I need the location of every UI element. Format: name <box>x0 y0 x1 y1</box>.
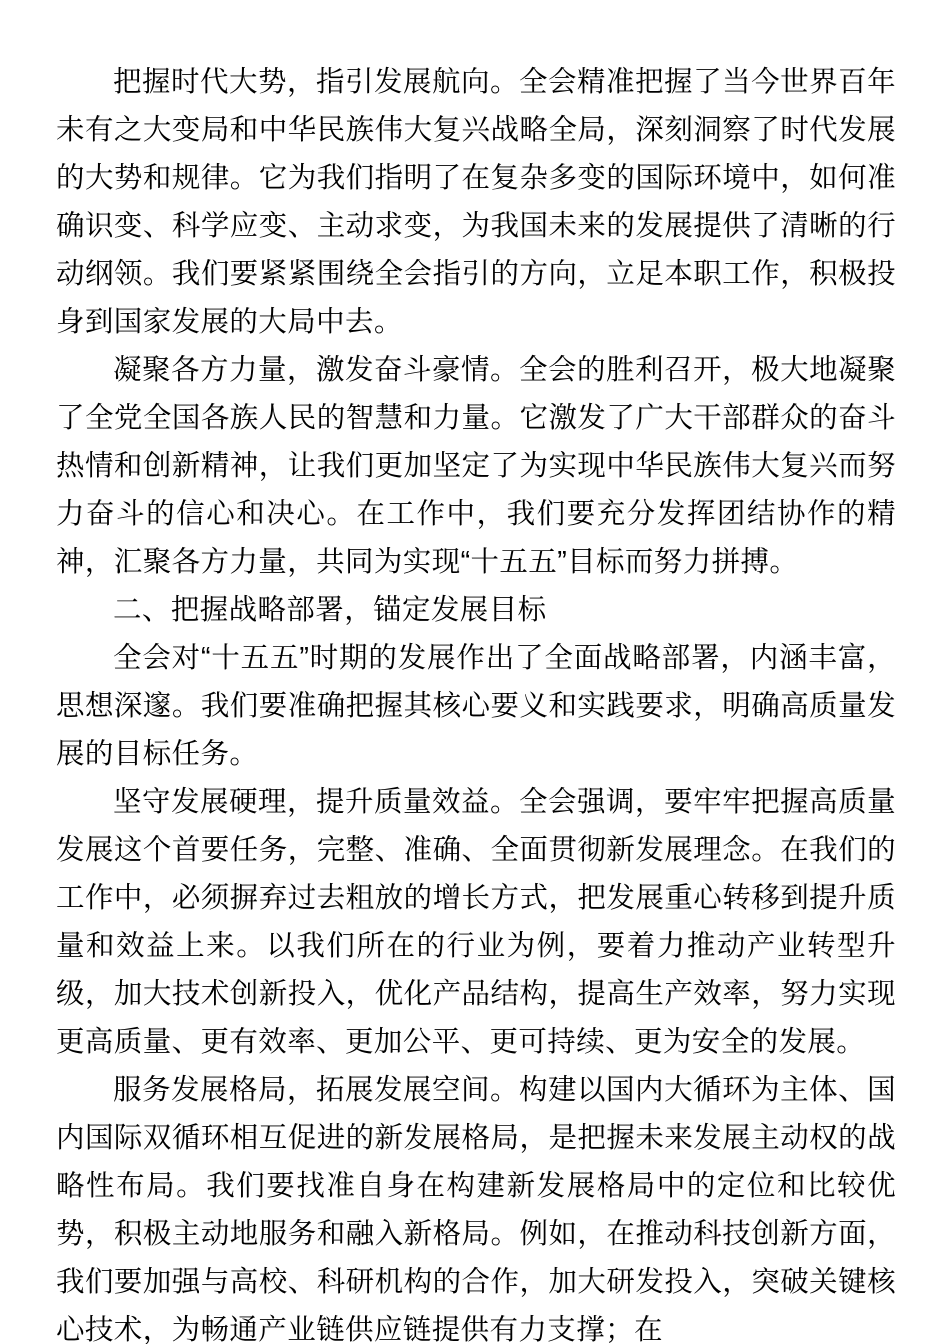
section-heading-2: 二、把握战略部署，锚定发展目标 <box>113 594 547 626</box>
paragraph-4: 全会对“十五五”时期的发展作出了全面战略部署，内涵丰富，思想深邃。我们要准确把握其核心要义和实践要求，明确高质量发展的目标任务。 <box>56 642 896 770</box>
paragraph-5: 坚守发展硬理，提升质量效益。全会强调，要牢牢把握高质量发展这个首要任务，完整、准确、全面贯彻新发展理念。在我们的工作中，必须摒弃过去粗放的增长方式，把发展重心转移到提升质量和效益上来。以我们所在的行业为例，要着力推动产业转型升级，加大技术创新投入，优化产品结构，提高生产效率，努力实现更高质量、更有效率、更加公平、更可持续、更为安全的发展。 <box>56 786 896 1058</box>
paragraph-1: 把握时代大势，指引发展航向。全会精准把握了当今世界百年未有之大变局和中华民族伟大复兴战略全局，深刻洞察了时代发展的大势和规律。它为我们指明了在复杂多变的国际环境中，如何准确识变、科学应变、主动求变，为我国未来的发展提供了清晰的行动纲领。我们要紧紧围绕全会指引的方向，立足本职工作，积极投身到国家发展的大局中去。 <box>56 66 896 338</box>
document-text-body <box>56 58 896 1344</box>
paragraph-6: 服务发展格局，拓展发展空间。构建以国内大循环为主体、国内国际双循环相互促进的新发展格局，是把握未来发展主动权的战略性布局。我们要找准自身在构建新发展格局中的定位和比较优势，积极主动地服务和融入新格局。例如，在推动科技创新方面，我们要加强与高校、科研机构的合作，加大研发投入，突破关键核心技术，为畅通产业链供应链提供有力支撑；在 <box>56 1074 896 1344</box>
paragraph-2: 凝聚各方力量，激发奋斗豪情。全会的胜利召开，极大地凝聚了全党全国各族人民的智慧和力量。它激发了广大干部群众的奋斗热情和创新精神，让我们更加坚定了为实现中华民族伟大复兴而努力奋斗的信心和决心。在工作中，我们要充分发挥团结协作的精神，汇聚各方力量，共同为实现“十五五”目标而努力拼搏。 <box>56 354 896 578</box>
